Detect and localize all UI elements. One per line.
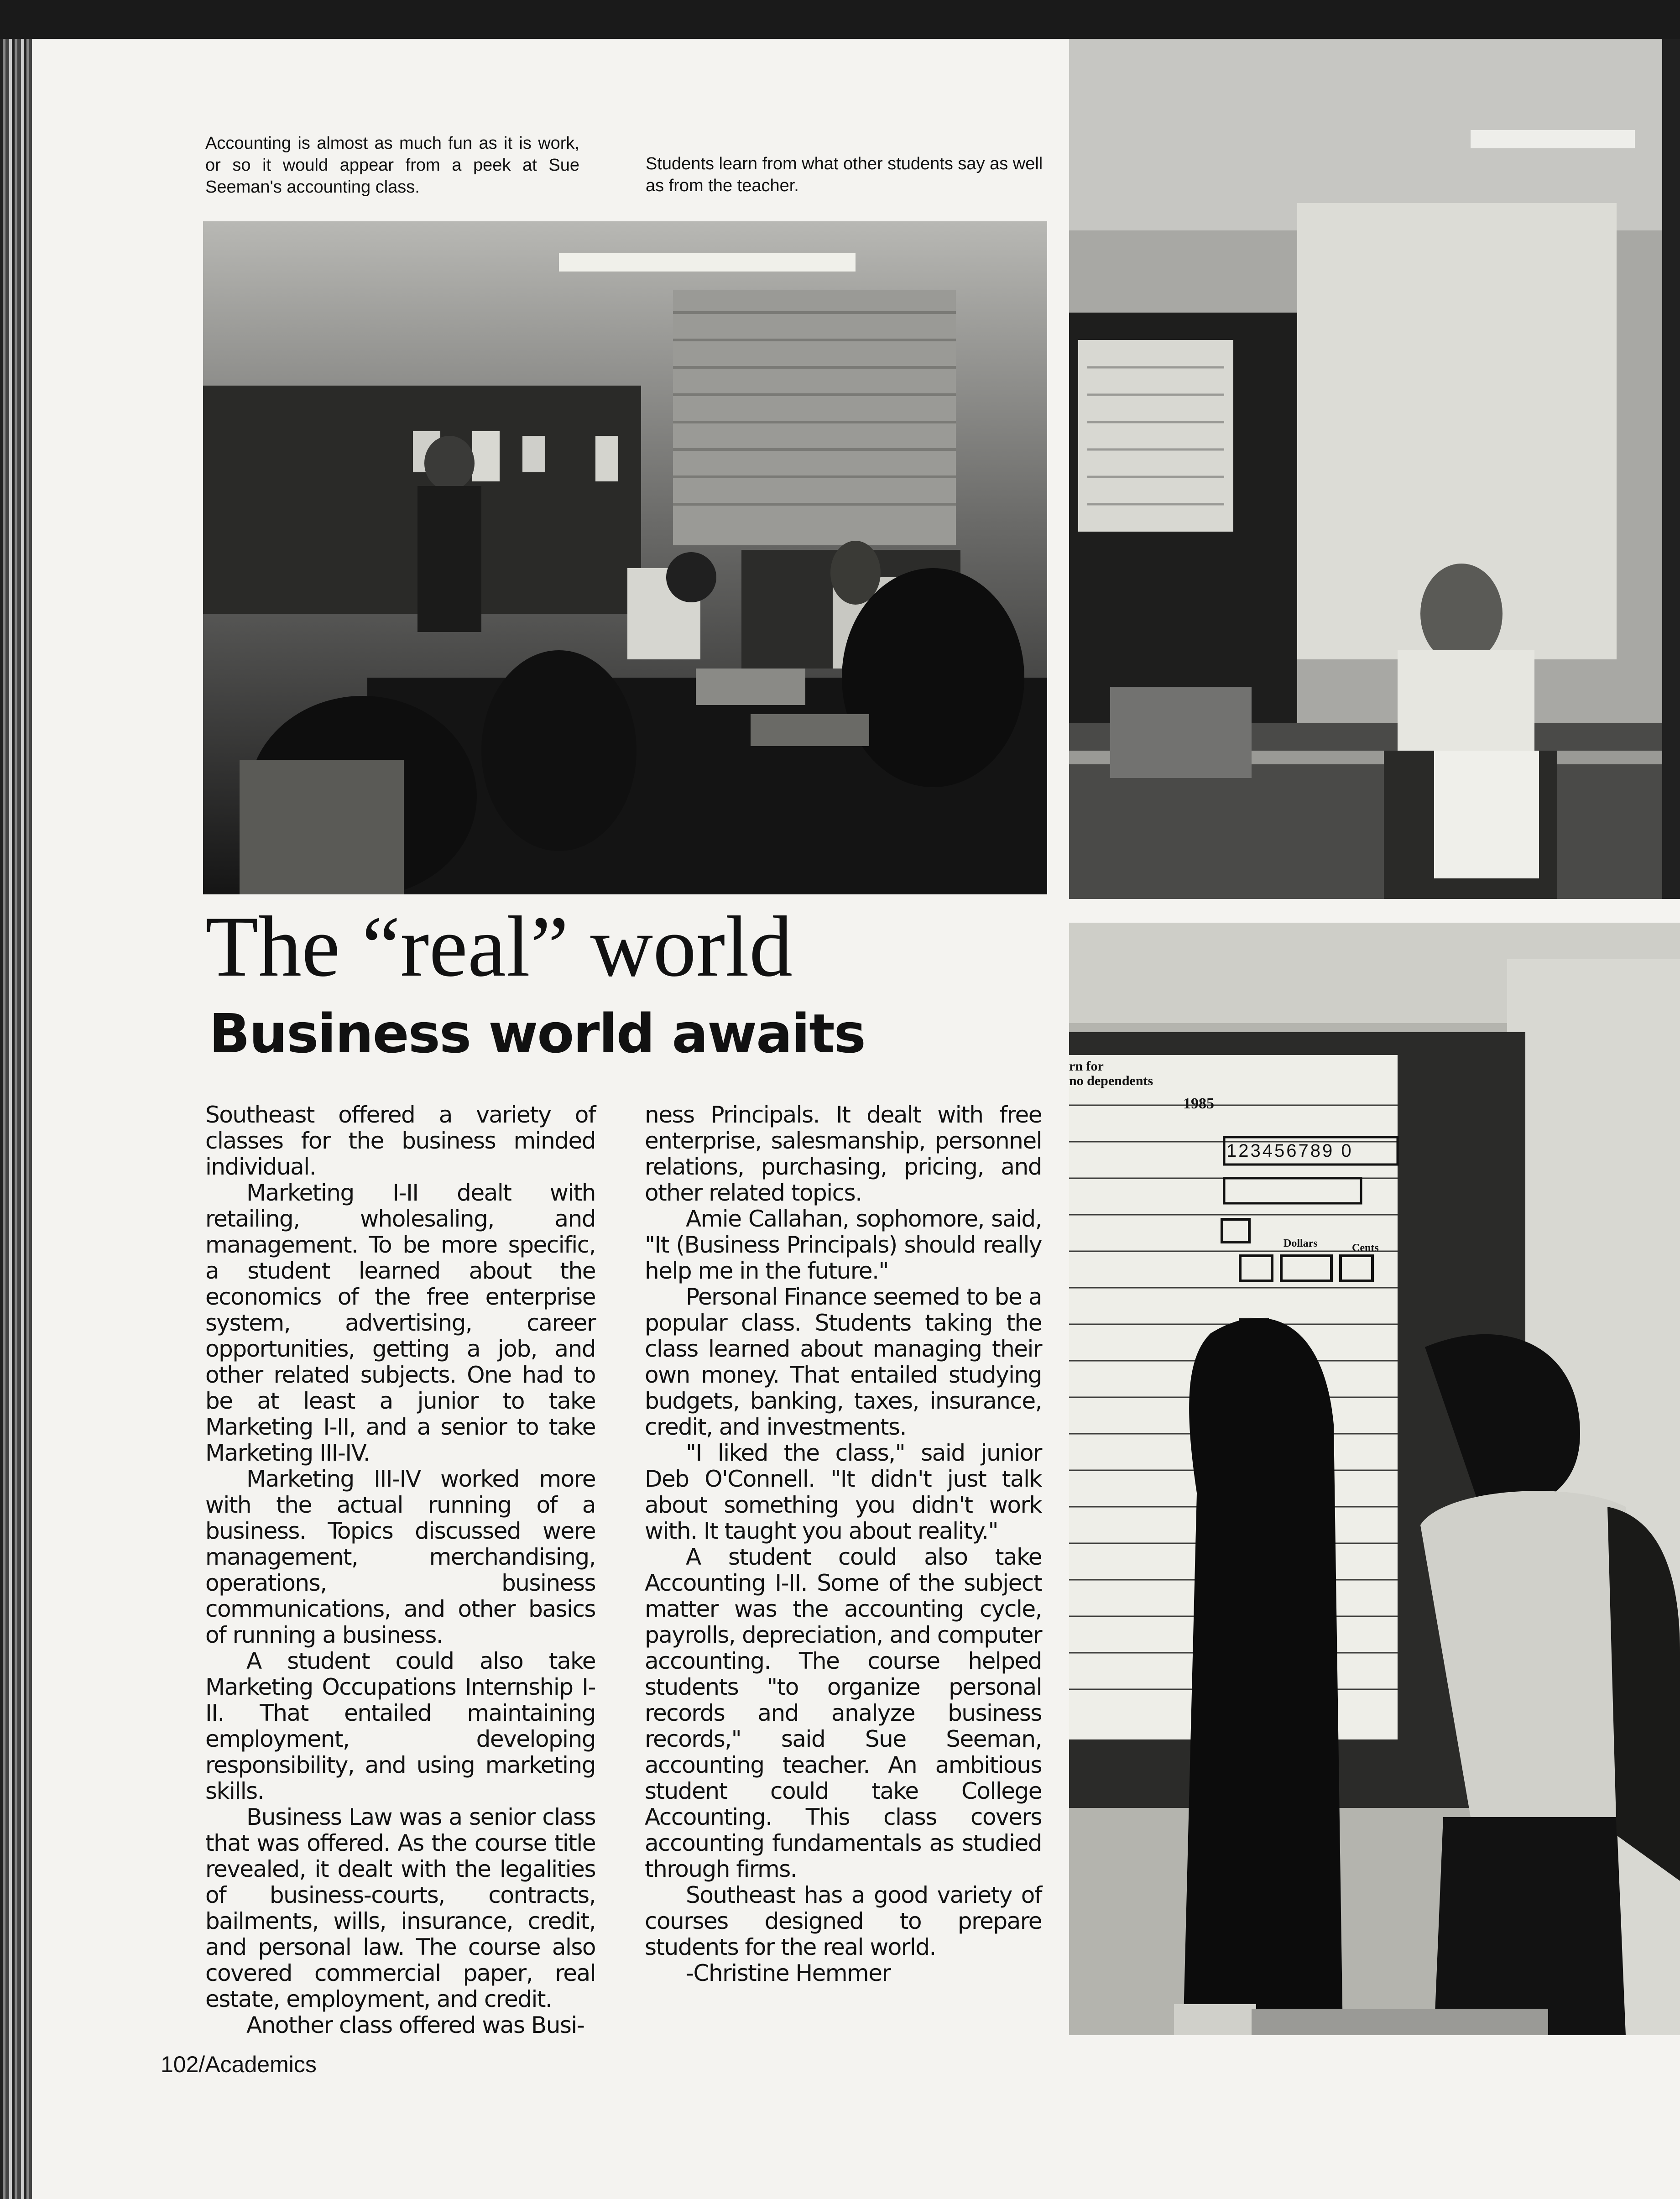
caption-left: Accounting is almost as much fun as it is work, or so it would appear from a peek at Sue Seeman's accounting class. [205, 134, 579, 197]
article-paragraph: Amie Callahan, sophomore, said, "It (Business Principals) should really help me in the future." [645, 1206, 1042, 1284]
article-paragraph: "I liked the class," said junior Deb O'Connell. "It didn't just talk about something you didn't work with. It taught you about reality." [645, 1440, 1042, 1544]
article-paragraph: Southeast offered a variety of classes for the business minded individual. [205, 1102, 595, 1180]
page-folio: 102/Academics [161, 2052, 317, 2077]
article-paragraph: Southeast has a good variety of courses designed to prepare students for the real world. [645, 1882, 1042, 1960]
article-paragraph: Another class offered was Busi- [246, 2012, 584, 2038]
tax-form-photo [1069, 923, 1680, 2035]
article-paragraph: Personal Finance seemed to be a popular class. Students taking the class learned about managing their own money. That entailed studying budgets, banking, taxes, insurance, credit, and investments. [645, 1284, 1042, 1440]
tax-form-cents: Cents [1352, 1242, 1379, 1254]
article-paragraph: Marketing III-IV worked more with the actual running of a business. Topics discussed were management, merchandising, operations, business communications, and other basics of running a business. [205, 1466, 595, 1648]
article-column-2 [645, 1102, 1042, 1986]
article-paragraph: A student could also take Marketing Occupations Internship I-II. That entailed maintaining employment, developing responsibility, and using marketing skills. [205, 1648, 595, 1804]
article-paragraph: Business Law was a senior class that was offered. As the course title revealed, it dealt with the legalities of business-courts, contracts, bailments, wills, insurance, credit, and personal law. The course also covered commercial paper, real estate, employment, and credit. [205, 1804, 595, 2012]
headline: The “real” world [205, 899, 793, 995]
subheadline: Business world awaits [209, 1002, 865, 1065]
tax-form-year: 1985 [1183, 1095, 1214, 1112]
article-paragraph: A student could also take Accounting I-II. Some of the subject matter was the accounting cycle, payrolls, depreciation, and computer accounting. The course helped students "to organize personal records and analyze business records," said Sue Seeman, accounting teacher. An ambitious student could take College Accounting. This class covers accounting fundamentals as studied through firms. [645, 1544, 1042, 1882]
tax-form-label-2: no dependents [1069, 1073, 1153, 1088]
caption-right: Students learn from what other students say as well as from the teacher. [646, 154, 1043, 195]
article-paragraph: ness Principals. It dealt with free enterprise, salesmanship, personnel relations, purchasing, pricing, and other related topics. [645, 1102, 1042, 1206]
teacher-photo [1069, 39, 1680, 899]
classroom-photo [203, 221, 1047, 894]
tax-form-dollars: Dollars [1283, 1238, 1318, 1249]
page-binding [0, 39, 32, 2199]
byline: -Christine Hemmer [686, 1960, 891, 1986]
tax-form-digits: 123456789 0 [1226, 1141, 1353, 1161]
tax-form-label-1: rn for [1069, 1059, 1104, 1074]
article-paragraph: Marketing I-II dealt with retailing, wholesaling, and management. To be more specific, a student learned about the economics of the free enterprise system, advertising, career opportunities, getting a job, and other related subjects. One had to be at least a junior to take Marketing I-II, and a senior to take Marketing III-IV. [205, 1180, 595, 1466]
article-column-1 [205, 1102, 595, 2038]
